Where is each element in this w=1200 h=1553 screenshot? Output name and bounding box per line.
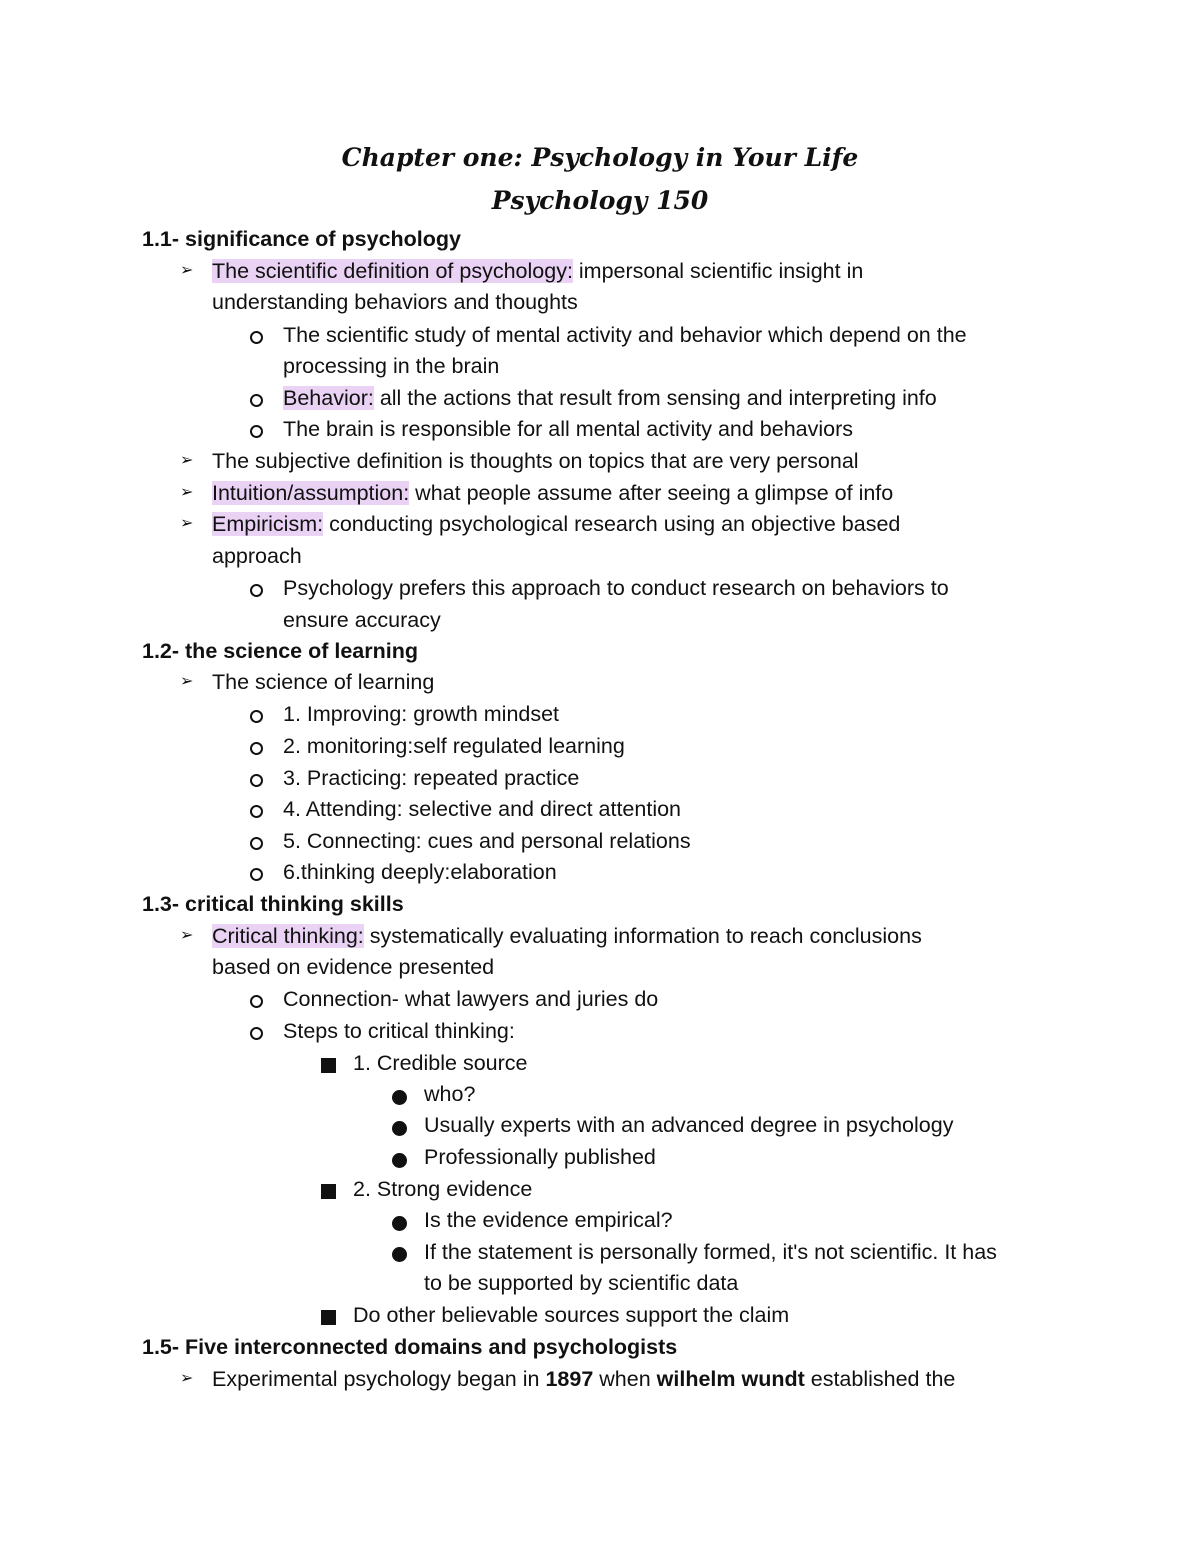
filled-disc-bullet-icon [392,1121,407,1136]
item-text: all the actions that result from sensing and interpreting info [373,386,937,410]
sub-list-item: 2. monitoring:self regulated learning [283,734,625,758]
list-item [212,478,893,508]
item-continuation: based on evidence presented [212,955,495,979]
hollow-circle-bullet-icon [250,995,263,1008]
item-text: established the [804,1367,956,1391]
highlighted-term: The scientific definition of psychology: [212,259,573,283]
sub-list-item: 6.thinking deeply:elaboration [283,860,557,884]
document-subtitle: Psychology 150 [491,186,709,215]
step-item: Do other believable sources support the claim [353,1303,790,1327]
square-bullet-icon [321,1058,336,1073]
highlighted-term: Behavior: [283,386,374,410]
list-item [212,921,922,951]
hollow-circle-bullet-icon [250,1027,263,1040]
sub-list-item: The brain is responsible for all mental activity and behaviors [283,417,854,441]
section-heading-1-2: 1.2- the science of learning [142,639,419,663]
square-bullet-icon [321,1310,336,1325]
section-heading-1-3: 1.3- critical thinking skills [142,892,404,916]
list-item: The subjective definition is thoughts on topics that are very personal [212,449,859,473]
hollow-circle-bullet-icon [250,742,263,755]
hollow-circle-bullet-icon [250,774,263,787]
item-text: systematically evaluating information to reach conclusions [363,924,922,948]
detail-item: Is the evidence empirical? [424,1208,673,1232]
step-item: 1. Credible source [353,1051,528,1075]
bold-name: wilhelm wundt [656,1367,805,1391]
square-bullet-icon [321,1184,336,1199]
list-item [212,256,863,286]
filled-disc-bullet-icon [392,1090,407,1105]
arrow-bullet-icon: ➢ [180,927,194,944]
arrow-bullet-icon: ➢ [180,452,194,469]
highlighted-term: Intuition/assumption: [212,481,410,505]
step-item: 2. Strong evidence [353,1177,533,1201]
hollow-circle-bullet-icon [250,584,263,597]
filled-disc-bullet-icon [392,1216,407,1231]
filled-disc-bullet-icon [392,1247,407,1262]
hollow-circle-bullet-icon [250,710,263,723]
list-item: The science of learning [212,670,435,694]
item-continuation: ensure accuracy [283,608,441,632]
hollow-circle-bullet-icon [250,331,263,344]
highlighted-term: Empiricism: [212,512,324,536]
sub-list-item: 3. Practicing: repeated practice [283,766,580,790]
hollow-circle-bullet-icon [250,805,263,818]
item-continuation: processing in the brain [283,354,500,378]
item-text: when [593,1367,657,1391]
item-continuation: understanding behaviors and thoughts [212,290,578,314]
detail-item: who? [424,1082,476,1106]
hollow-circle-bullet-icon [250,837,263,850]
item-text: Experimental psychology began in [212,1367,546,1391]
sub-list-item: The scientific study of mental activity and behavior which depend on the [283,323,967,347]
hollow-circle-bullet-icon [250,394,263,407]
hollow-circle-bullet-icon [250,868,263,881]
sub-list-item [283,383,937,413]
sub-list-item: Connection- what lawyers and juries do [283,987,659,1011]
sub-list-item: Steps to critical thinking: [283,1019,515,1043]
item-text: what people assume after seeing a glimpse of info [409,481,894,505]
detail-item: Usually experts with an advanced degree in psychology [424,1113,954,1137]
sub-list-item: 5. Connecting: cues and personal relations [283,829,691,853]
sub-list-item: Psychology prefers this approach to conduct research on behaviors to [283,576,949,600]
highlighted-term: Critical thinking: [212,924,364,948]
sub-list-item: 4. Attending: selective and direct attention [283,797,682,821]
hollow-circle-bullet-icon [250,425,263,438]
list-item [212,509,900,539]
filled-disc-bullet-icon [392,1153,407,1168]
section-heading-1-5: 1.5- Five interconnected domains and psychologists [142,1335,678,1359]
item-text: impersonal scientific insight in [572,259,864,283]
item-continuation: to be supported by scientific data [424,1271,739,1295]
detail-item: If the statement is personally formed, it's not scientific. It has [424,1240,997,1264]
bold-year: 1897 [545,1367,594,1391]
arrow-bullet-icon: ➢ [180,673,194,690]
arrow-bullet-icon: ➢ [180,484,194,501]
sub-list-item: 1. Improving: growth mindset [283,702,560,726]
list-item [212,1364,955,1394]
item-continuation: approach [212,544,302,568]
document-title: Chapter one: Psychology in Your Life [341,143,859,172]
arrow-bullet-icon: ➢ [180,515,194,532]
detail-item: Professionally published [424,1145,656,1169]
section-heading-1-1: 1.1- significance of psychology [142,227,461,251]
item-text: conducting psychological research using an objective based [323,512,901,536]
arrow-bullet-icon: ➢ [180,262,194,279]
arrow-bullet-icon: ➢ [180,1370,194,1387]
